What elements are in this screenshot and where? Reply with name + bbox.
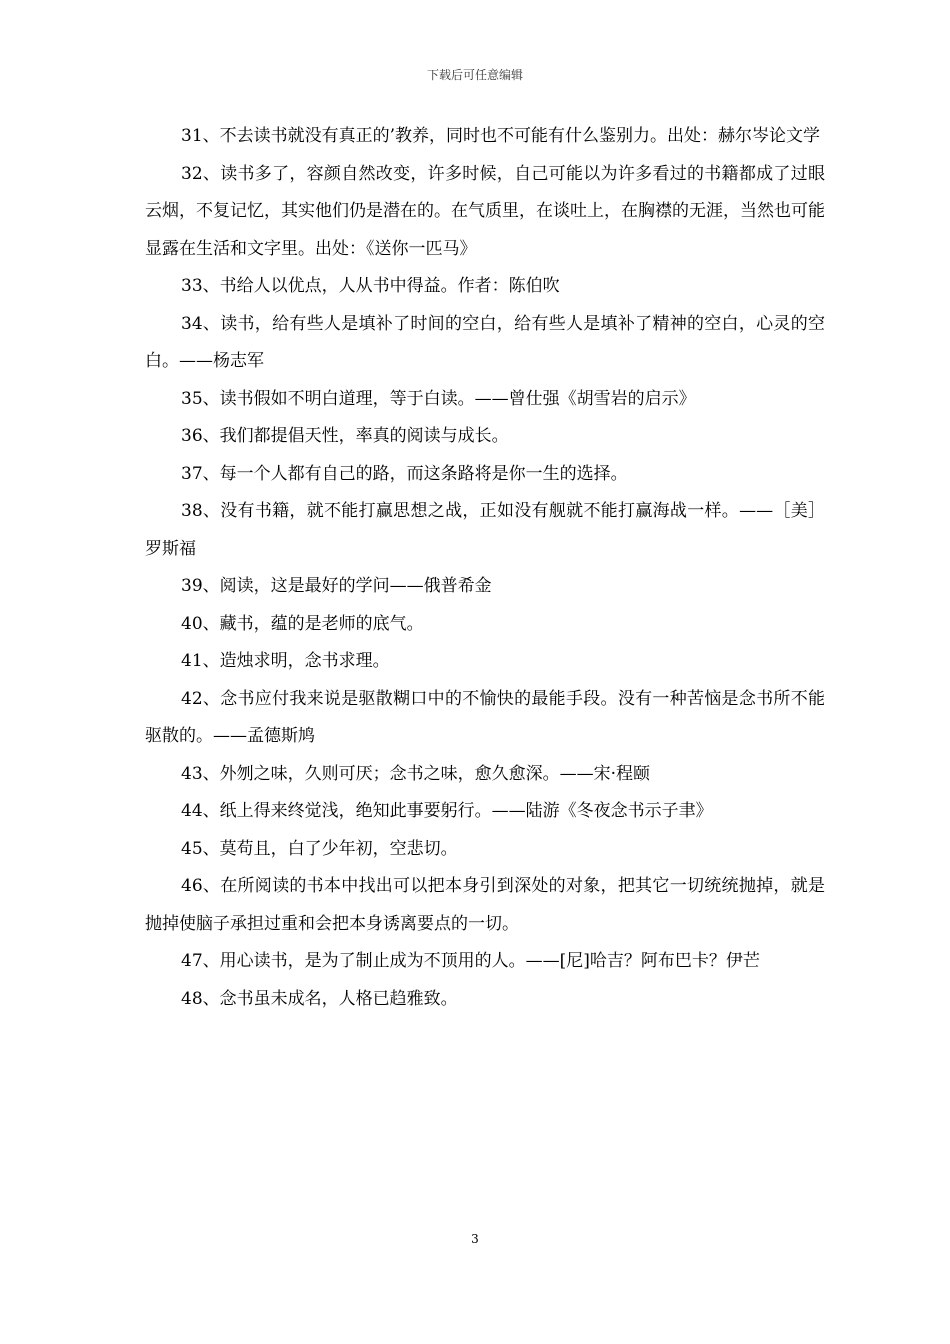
quote-44: 44、纸上得来终觉浅，绝知此事要躬行。——陆游《冬夜念书示子聿》 xyxy=(181,801,713,821)
quote-41: 41、造烛求明，念书求理。 xyxy=(181,651,390,671)
quote-38: 38、没有书籍，就不能打赢思想之战，正如没有舰就不能打赢海战一样。——［美］罗斯福 xyxy=(145,501,825,559)
quote-40: 40、藏书，蕴的是老师的底气。 xyxy=(181,613,424,634)
quote-31: 31、不去读书就没有真正的’教养，同时也不可能有什么鉴别力。出处：赫尔岑论文学 xyxy=(181,126,821,146)
quote-47: 47、用心读书，是为了制止成为不顶用的人。——[尼]哈吉？阿布巴卡？伊芒 xyxy=(181,951,760,971)
page-header: 下载后可任意编辑 xyxy=(426,68,523,82)
quote-34: 34、读书，给有些人是填补了时间的空白，给有些人是填补了精神的空白，心灵的空白。——杨志军 xyxy=(145,313,825,371)
quote-43: 43、外刎之味，久则可厌；念书之味，愈久愈深。——宋·程颐 xyxy=(181,763,651,784)
quote-37: 37、每一个人都有自己的路，而这条路将是你一生的选择。 xyxy=(181,463,628,484)
quote-45: 45、莫苟且，白了少年初，空悲切。 xyxy=(181,838,458,859)
document-body xyxy=(145,118,825,1018)
quote-42: 42、念书应付我来说是驱散糊口中的不愉快的最能手段。没有一种苦恼是念书所不能驱散的。——孟德斯鸠 xyxy=(145,688,825,746)
quote-48: 48、念书虽未成名，人格已趋雅致。 xyxy=(181,988,458,1009)
quote-35: 35、读书假如不明白道理，等于白读。——曾仕强《胡雪岩的启示》 xyxy=(181,388,696,409)
quote-36: 36、我们都提倡天性，率真的阅读与成长。 xyxy=(181,426,509,446)
quote-32: 32、读书多了，容颜自然改变，许多时候，自己可能以为许多看过的书籍都成了过眼云烟，不复记忆，其实他们仍是潜在的。在气质里，在谈吐上，在胸襟的无涯，当然也可能显露在生活和文字里。出处：《送你一匹马》 xyxy=(145,163,825,259)
quote-33: 33、书给人以优点，人从书中得益。作者：陈伯吹 xyxy=(181,276,560,296)
quote-39: 39、阅读，这是最好的学问——俄普希金 xyxy=(181,576,492,596)
quote-46: 46、在所阅读的书本中找出可以把本身引到深处的对象，把其它一切统统抛掉，就是抛掉使脑子承担过重和会把本身诱离要点的一切。 xyxy=(145,876,825,934)
page-number: 3 xyxy=(471,1232,479,1246)
